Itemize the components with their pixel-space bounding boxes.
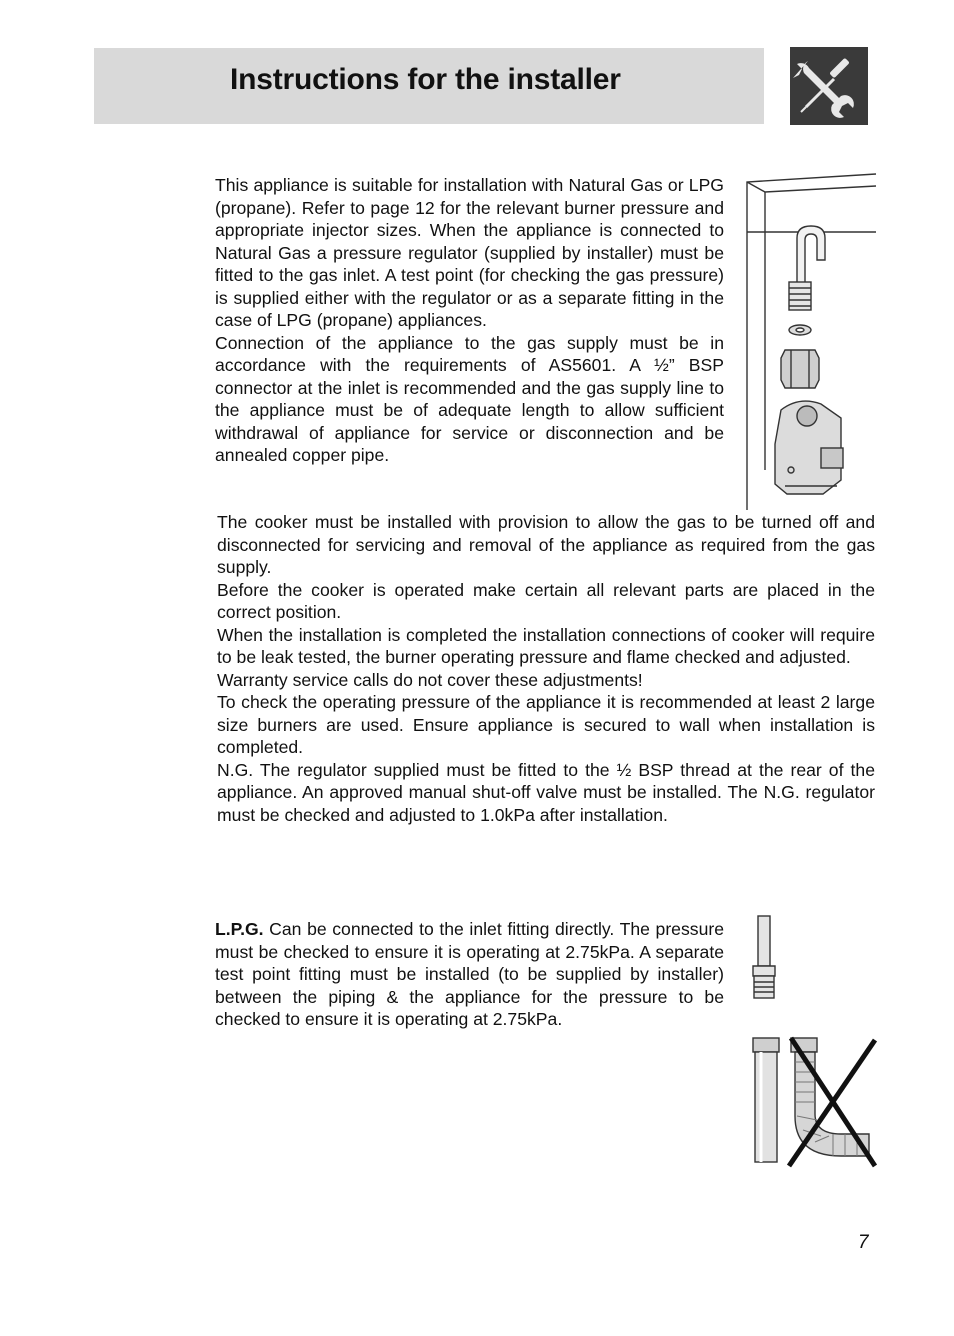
tools-badge [790,47,868,125]
gas-inlet-fitting-illustration [745,170,877,512]
lpg-label: L.P.G. [215,919,264,939]
paragraph: N.G. The regulator supplied must be fitted to the ½ BSP thread at the rear of the appliance. An approved manual shut-off valve must be installed. The N.G. regulator must be checked and adjusted to 1.0kPa after installation. [217,759,875,825]
paragraph [215,918,724,1031]
installation-requirements-text [217,511,875,826]
rigid-pipe-illustration [745,914,785,1004]
lpg-connection-text [215,918,724,1031]
paragraph: The cooker must be installed with provision to allow the gas to be turned off and disconnected for servicing and removal of the appliance as required from the gas supply. [217,512,875,577]
paragraph: To check the operating pressure of the appliance it is recommended at least 2 large size burners are used. Ensure appliance is secured to wall when installation is completed. [217,692,875,757]
page-title: Instructions for the installer [230,63,621,96]
wrench-screwdriver-icon [790,47,868,125]
page-number: 7 [858,1232,869,1253]
paragraph: Warranty service calls do not cover these adjustments! [217,669,643,690]
rigid-vs-flexible-hose-crossed-illustration [745,1036,877,1170]
paragraph: When the installation is completed the installation connections of cooker will require to be leak tested, the burner operating pressure and flame checked and adjusted. [217,624,875,667]
paragraph: This appliance is suitable for installation with Natural Gas or LPG (propane). Refer to page 12 for the relevant burner pressure and appropriate injector sizes. When the appliance is connected to Natural Gas a pressure regulator (supplied by installer) must be fitted to the gas inlet. A test point (for checking the gas pressure) is supplied either with the regulator or as a separate fitting in the case of LPG (propane) appliances. [215,175,724,330]
lpg-body: Can be connected to the inlet fitting directly. The pressure must be checked to ensure it is operating at 2.75kPa. A separate test point fitting must be installed (to be supplied by installer) between the piping & the appliance for the pressure to be checked to ensure it is operating at 2.75kPa. [215,919,724,1029]
gas-connection-text [215,174,724,467]
paragraph: Connection of the appliance to the gas supply must be in accordance with the requirements of AS5601. A ½” BSP connector at the inlet is recommended and the gas supply line to the appliance must be of adequate length to allow sufficient withdrawal of appliance for service or disconnection and be annealed copper pipe. [215,332,724,465]
paragraph: Before the cooker is operated make certain all relevant parts are placed in the correct position. [217,579,875,622]
